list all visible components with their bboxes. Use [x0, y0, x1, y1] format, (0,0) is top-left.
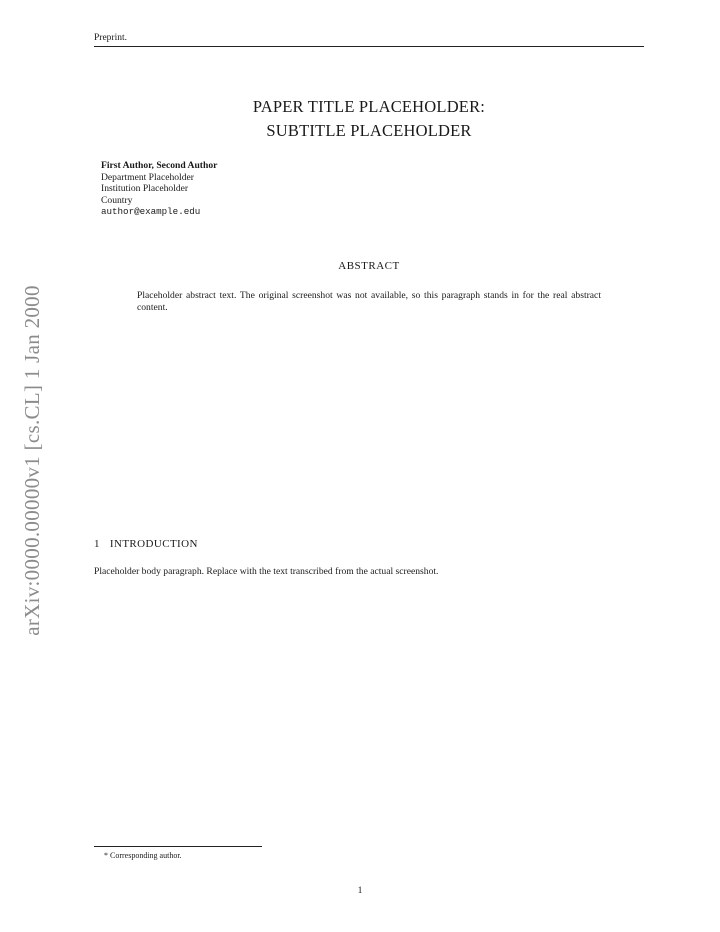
abstract-text: Placeholder abstract text. The original screenshot was not available, so this paragraph stands in for the real abstract content.: [137, 290, 601, 313]
body-paragraph: Placeholder body paragraph. Replace with the text transcribed from the actual screenshot.: [94, 566, 439, 577]
title-line-2: SUBTITLE PLACEHOLDER: [266, 121, 472, 140]
title-line-1: PAPER TITLE PLACEHOLDER:: [252, 97, 486, 116]
arxiv-stamp: [12, 250, 52, 670]
running-header: Preprint.: [94, 33, 127, 43]
introduction-body: [94, 566, 644, 584]
affiliation-line: Country: [101, 194, 133, 206]
author-names: First Author, Second Author: [101, 160, 218, 171]
author-block: [101, 160, 217, 218]
abstract-heading: ABSTRACT: [338, 260, 400, 272]
affiliation-line: Institution Placeholder: [101, 183, 189, 195]
affiliation-line: Department Placeholder: [101, 171, 194, 183]
section-number: 1: [94, 538, 100, 550]
page-number: 1: [357, 885, 363, 896]
author-email[interactable]: author@example.edu: [101, 206, 201, 218]
footnote: * Corresponding author.: [104, 851, 182, 860]
arxiv-identifier: arXiv:0000.00000v1 [cs.CL] 1 Jan 2000: [19, 284, 44, 636]
section-title: INTRODUCTION: [109, 538, 198, 550]
footnote-rule: [94, 846, 262, 847]
header-rule: [94, 46, 644, 47]
section-heading: [94, 538, 198, 550]
paper-title: [94, 95, 644, 143]
